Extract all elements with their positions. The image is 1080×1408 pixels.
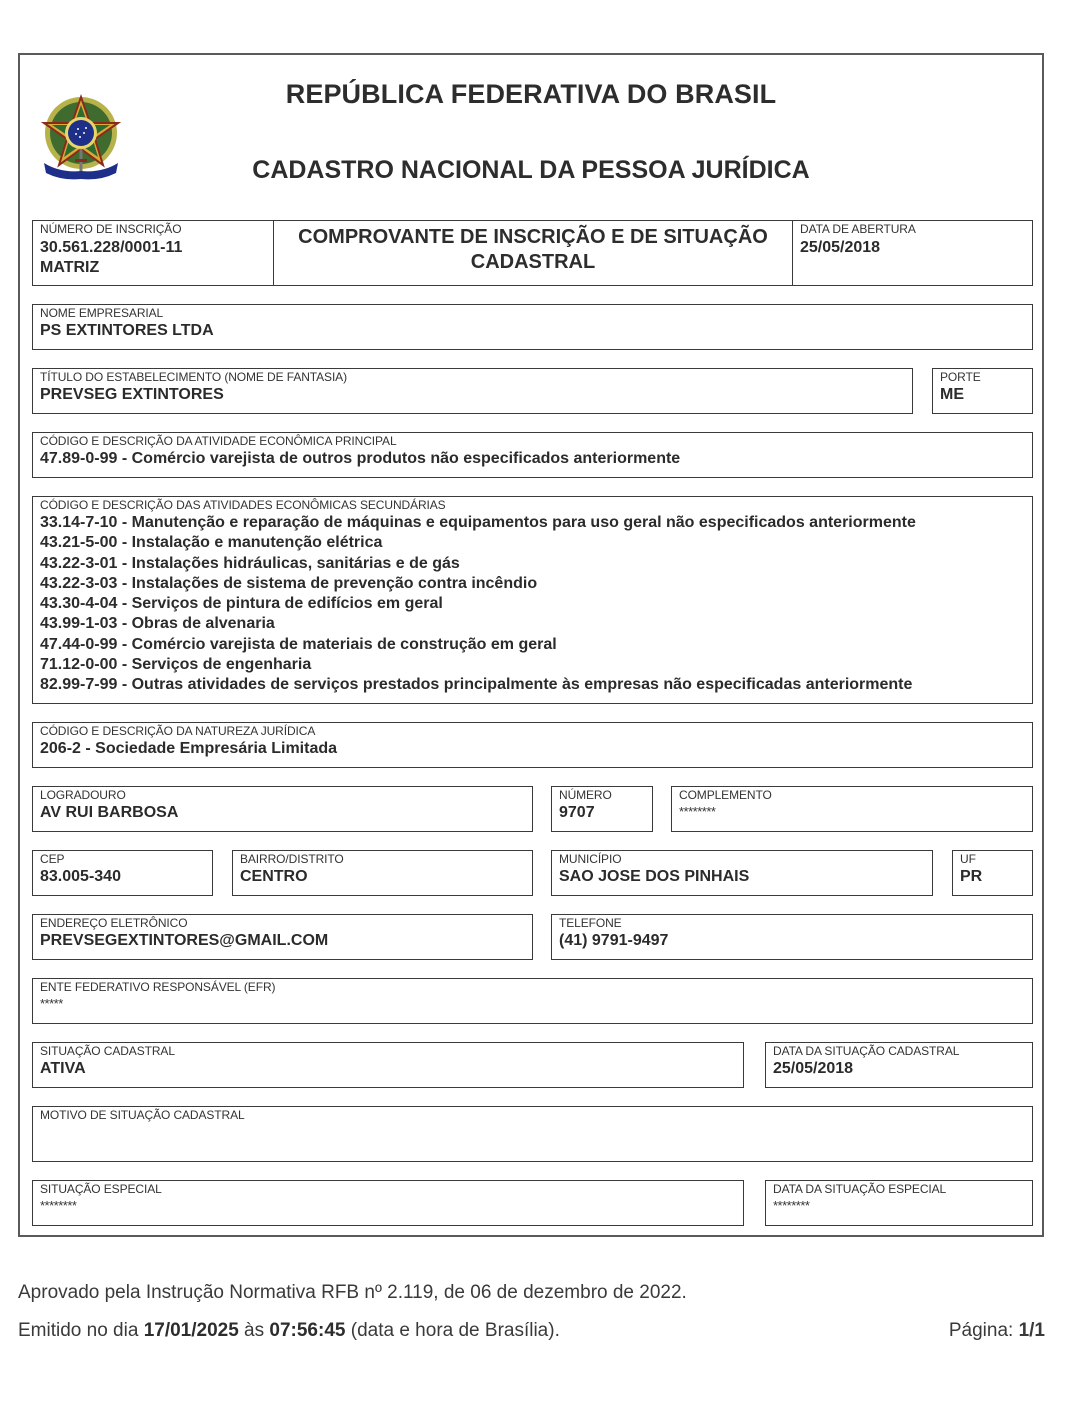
email-value: PREVSEGEXTINTORES@GMAIL.COM [40, 932, 329, 949]
situacao-cadastral-field [32, 1042, 744, 1088]
page-label: Página: [948, 1320, 1019, 1341]
municipio-label: MUNICÍPIO [559, 852, 622, 866]
emission-info [18, 1320, 560, 1342]
cep-field [32, 850, 213, 896]
bairro-label: BAIRRO/DISTRITO [240, 852, 344, 866]
data-situacao-cadastral-value: 25/05/2018 [773, 1060, 854, 1077]
nome-empresarial-field [32, 304, 1033, 350]
comprovante-title [273, 221, 793, 285]
titulo-estabelecimento-field [32, 368, 913, 414]
atividade-principal-value: 47.89-0-99 - Comércio varejista de outros produtos não especificados anteriormente [40, 450, 681, 467]
uf-field [952, 850, 1033, 896]
bairro-field [232, 850, 533, 896]
situacao-cadastral-label: SITUAÇÃO CADASTRAL [40, 1044, 175, 1058]
numero-field [551, 786, 653, 832]
atividade-principal-field [32, 432, 1033, 478]
list-item: 33.14-7-10 - Manutenção e reparação de máquinas e equipamentos para uso geral não especificados anteriormente [40, 514, 916, 531]
list-item: 43.99-1-03 - Obras de alvenaria [40, 615, 275, 633]
page-subtitle: CADASTRO NACIONAL DA PESSOA JURÍDICA [252, 156, 810, 184]
list-item: 82.99-7-99 - Outras atividades de serviços prestados principalmente às empresas não especificadas anteriormente [40, 676, 913, 694]
logradouro-label: LOGRADOURO [40, 788, 126, 802]
efr-field [32, 978, 1033, 1024]
abertura-value: 25/05/2018 [800, 239, 881, 256]
comprovante-line-2: CADASTRAL [470, 251, 596, 273]
approval-note: Aprovado pela Instrução Normativa RFB nº 2.119, de 06 de dezembro de 2022. [18, 1282, 687, 1303]
data-situacao-cadastral-label: DATA DA SITUAÇÃO CADASTRAL [773, 1044, 960, 1058]
cep-value: 83.005-340 [40, 868, 121, 885]
uf-value: PR [960, 868, 983, 885]
logradouro-field [32, 786, 533, 832]
motivo-situacao-label: MOTIVO DE SITUAÇÃO CADASTRAL [40, 1108, 245, 1122]
situacao-cadastral-value: ATIVA [40, 1060, 86, 1077]
nome-empresarial-label: NOME EMPRESARIAL [40, 306, 164, 320]
uf-label: UF [960, 852, 976, 866]
efr-value: ***** [40, 996, 63, 1011]
complemento-value: ******** [679, 804, 716, 819]
municipio-value: SAO JOSE DOS PINHAIS [559, 868, 750, 885]
data-situacao-especial-field [765, 1180, 1033, 1226]
document-page [18, 53, 1044, 1237]
comprovante-line-1: COMPROVANTE DE INSCRIÇÃO E DE SITUAÇÃO [298, 226, 768, 248]
motivo-situacao-field [32, 1106, 1033, 1162]
inscricao-row [32, 220, 1033, 286]
telefone-field [551, 914, 1033, 960]
titulo-estabelecimento-label: TÍTULO DO ESTABELECIMENTO (NOME DE FANTASIA) [40, 370, 347, 384]
atividades-secundarias-label: CÓDIGO E DESCRIÇÃO DAS ATIVIDADES ECONÔMICAS SECUNDÁRIAS [40, 498, 446, 512]
page-title: REPÚBLICA FEDERATIVA DO BRASIL [285, 79, 777, 109]
emission-suffix: (data e hora de Brasília). [345, 1320, 560, 1341]
cep-label: CEP [40, 852, 65, 866]
porte-field [932, 368, 1033, 414]
numero-value: 9707 [559, 804, 595, 821]
inscricao-label: NÚMERO DE INSCRIÇÃO [40, 222, 182, 236]
list-item: 43.22-3-03 - Instalações de sistema de prevenção contra incêndio [40, 574, 538, 592]
situacao-especial-field [32, 1180, 744, 1226]
list-item: 43.30-4-04 - Serviços de pintura de edifícios em geral [40, 595, 443, 613]
page-indicator [949, 1320, 1045, 1342]
natureza-juridica-field [32, 722, 1033, 768]
nome-empresarial-value: PS EXTINTORES LTDA [40, 322, 214, 339]
data-situacao-especial-value: ******** [773, 1198, 810, 1213]
complemento-label: COMPLEMENTO [679, 788, 772, 802]
email-field [32, 914, 533, 960]
complemento-field [671, 786, 1033, 832]
atividade-principal-label: CÓDIGO E DESCRIÇÃO DA ATIVIDADE ECONÔMICA PRINCIPAL [40, 434, 397, 448]
titulo-estabelecimento-value: PREVSEG EXTINTORES [40, 386, 224, 403]
efr-label: ENTE FEDERATIVO RESPONSÁVEL (EFR) [40, 980, 276, 994]
cnpj-value: 30.561.228/0001-11 [40, 239, 183, 256]
page-value: 1/1 [1018, 1320, 1045, 1341]
list-item: 43.21-5-00 - Instalação e manutenção elétrica [40, 534, 383, 552]
numero-label: NÚMERO [559, 788, 612, 802]
abertura-label: DATA DE ABERTURA [800, 222, 916, 236]
atividades-secundarias-list [40, 513, 916, 696]
emission-mid: às [238, 1320, 270, 1341]
situacao-especial-label: SITUAÇÃO ESPECIAL [40, 1182, 162, 1196]
natureza-juridica-label: CÓDIGO E DESCRIÇÃO DA NATUREZA JURÍDICA [40, 724, 316, 738]
emission-time: 07:56:45 [269, 1320, 346, 1341]
list-item: 71.12-0-00 - Serviços de engenharia [40, 656, 312, 674]
matriz-value: MATRIZ [40, 259, 100, 276]
atividades-secundarias-field [32, 496, 1033, 704]
situacao-especial-value: ******** [40, 1198, 77, 1213]
municipio-field [551, 850, 933, 896]
porte-label: PORTE [940, 370, 981, 384]
bairro-value: CENTRO [240, 868, 308, 885]
data-situacao-cadastral-field [765, 1042, 1033, 1088]
porte-value: ME [940, 386, 964, 403]
emission-date: 17/01/2025 [143, 1320, 239, 1341]
data-situacao-especial-label: DATA DA SITUAÇÃO ESPECIAL [773, 1182, 947, 1196]
natureza-juridica-value: 206-2 - Sociedade Empresária Limitada [40, 740, 338, 757]
telefone-label: TELEFONE [559, 916, 622, 930]
emission-prefix: Emitido no dia [18, 1320, 144, 1341]
logradouro-value: AV RUI BARBOSA [40, 804, 179, 821]
email-label: ENDEREÇO ELETRÔNICO [40, 916, 188, 930]
telefone-value: (41) 9791-9497 [559, 932, 669, 949]
list-item: 47.44-0-99 - Comércio varejista de materiais de construção em geral [40, 635, 557, 653]
list-item: 43.22-3-01 - Instalações hidráulicas, sanitárias e de gás [40, 554, 460, 572]
